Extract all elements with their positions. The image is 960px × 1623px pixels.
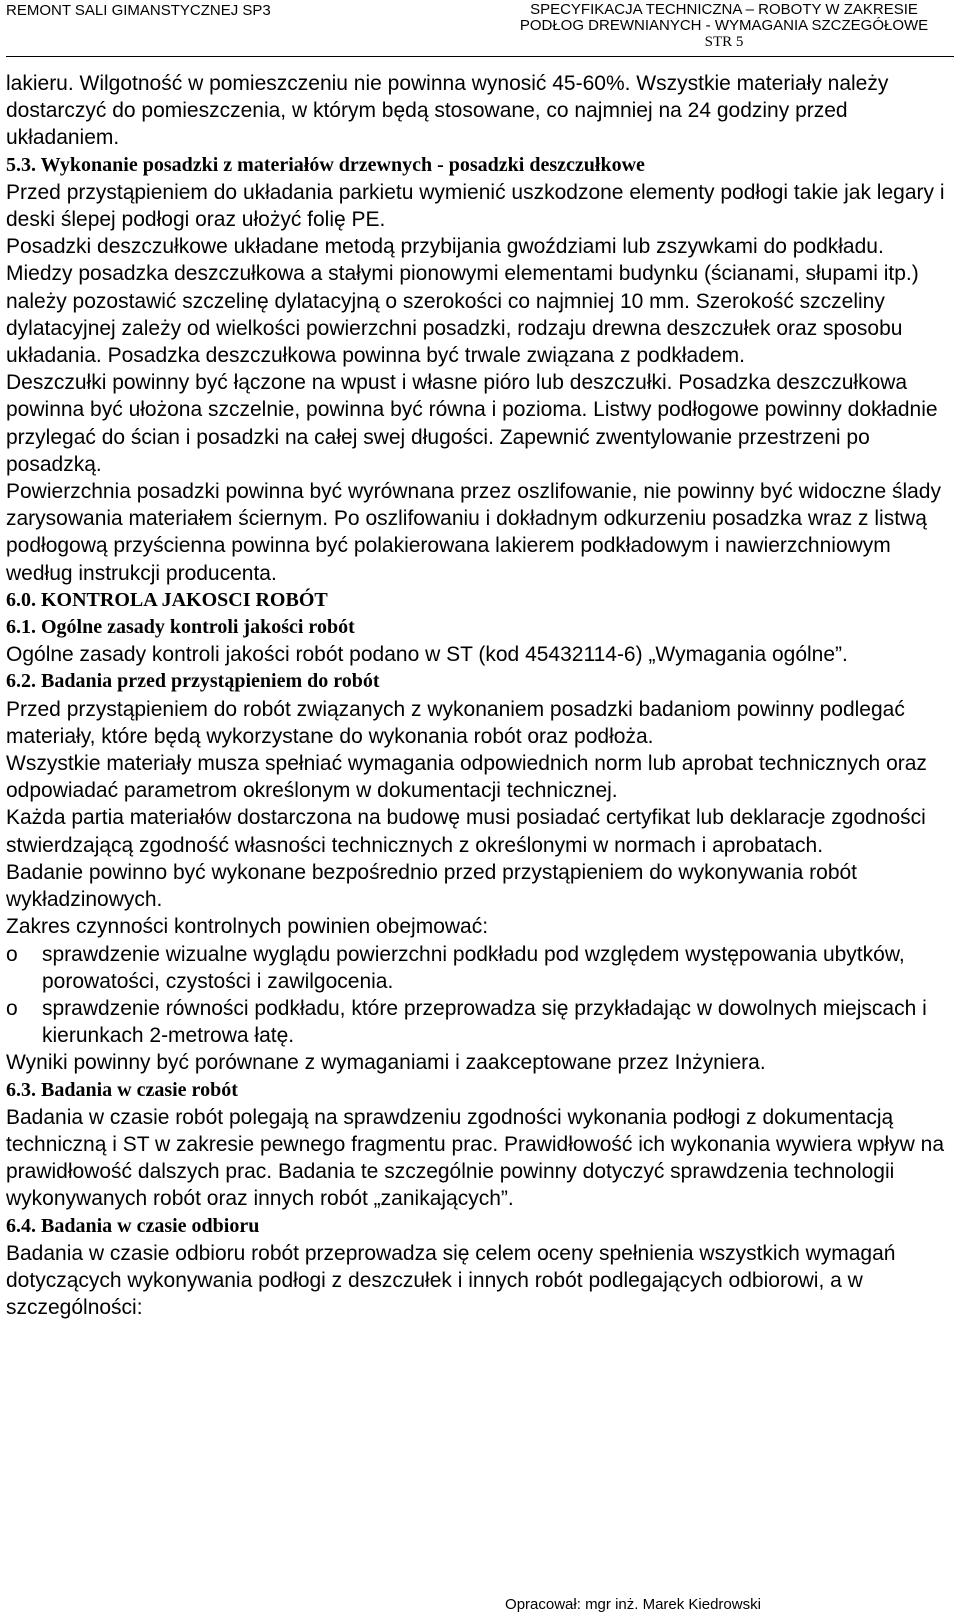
section-heading-6-0: 6.0. KONTROLA JAKOSCI ROBÓT: [6, 588, 328, 611]
footer-author: Opracował: mgr inż. Marek Kiedrowski: [505, 1596, 761, 1613]
header-spec-line-1: SPECYFIKACJA TECHNICZNA – ROBOTY W ZAKRESIE: [530, 1, 918, 18]
page-number: STR 5: [704, 34, 744, 50]
section-heading-6-4: 6.4. Badania w czasie odbioru: [6, 1214, 260, 1237]
paragraph: Przed przystąpieniem do układania parkietu wymienić uszkodzone elementy podłogi takie jak legary i deski ślepej podłogi oraz ułożyć folię PE.: [6, 180, 945, 232]
paragraph: Przed przystąpieniem do robót związanych z wykonaniem posadzki badaniom powinny podlegać materiały, które będą wykorzystane do wykonania robót oraz podłoża.: [6, 697, 905, 748]
paragraph: Powierzchnia posadzki powinna być wyrównana przez oszlifowanie, nie powinny być widoczne ślady zarysowania materiałem ściernym. Po oszlifowaniu i dokładnym odkurzeniu posadzka wraz z listwą podłogową przyścienna powinna być polakierowana lakierem podkładowym i nawierzchniowym według instrukcji producenta.: [6, 480, 941, 585]
section-heading-6-1: 6.1. Ogólne zasady kontroli jakości robót: [6, 616, 355, 639]
list-item: [6, 995, 954, 1049]
section-heading-6-2: 6.2. Badania przed przystąpieniem do robót: [6, 670, 380, 693]
bullet-marker: o: [6, 996, 18, 1020]
paragraph: Deszczułki powinny być łączone na wpust i własne pióro lub deszczułki. Posadzka deszczułkowa powinna być ułożona szczelnie, powinna być równa i pozioma. Listwy podłogowe powinny dokładnie przylegać do ścian i posadzki na całej swej długości. Zapewnić zwentylowanie przestrzeni po posadzką.: [6, 371, 938, 476]
section-heading-6-3: 6.3. Badania w czasie robót: [6, 1078, 238, 1101]
header-divider: [6, 56, 954, 57]
paragraph: Wszystkie materiały musza spełniać wymagania odpowiednich norm lub aprobat technicznych oraz odpowiadać parametrom określonym w dokumentacji technicznej.: [6, 752, 927, 803]
page-header: [0, 0, 960, 56]
paragraph: Posadzki deszczułkowe układane metodą przybijania gwoździami lub zszywkami do podkładu.: [6, 235, 884, 259]
paragraph: Miedzy posadzka deszczułkowa a stałymi pionowymi elementami budynku (ścianami, słupami itp.) należy pozostawić szczelinę dylatacyjną o szerokości co najmniej 10 mm. Szerokość szczeliny dylatacyjnej zależy od wielkości powierzchni posadzki, rodzaju drewna deszczułek oraz sposobu układania. Posadzka deszczułkowa powinna być trwale związana z podkładem.: [6, 262, 919, 368]
bullet-marker: o: [6, 942, 18, 966]
list-item: [6, 941, 954, 995]
paragraph: Każda partia materiałów dostarczona na budowę musi posiadać certyfikat lub deklaracje zgodności stwierdzającą zgodność własności technicznych z określonymi w normach i aprobatach.: [6, 806, 926, 857]
paragraph: Wyniki powinny być porównane z wymaganiami i zaakceptowane przez Inżyniera.: [6, 1051, 766, 1075]
list-item-text: sprawdzenie równości podkładu, które przeprowadza się przykładając w dowolnych miejscach i kierunkach 2-metrowa łatę.: [42, 996, 927, 1048]
paragraph: Badanie powinno być wykonane bezpośrednio przed przystąpieniem do wykonywania robót wykładzinowych.: [6, 860, 858, 912]
paragraph: lakieru. Wilgotność w pomieszczeniu nie powinna wynosić 45-60%. Wszystkie materiały należy dostarczyć do pomieszczenia, w którym będą stosowane, co najmniej na 24 godziny przed układaniem.: [6, 72, 889, 150]
page-footer: [0, 1596, 960, 1614]
paragraph: Zakres czynności kontrolnych powinien obejmować:: [6, 915, 489, 939]
section-heading-5-3: 5.3. Wykonanie posadzki z materiałów drzewnych - posadzki deszczułkowe: [6, 153, 645, 176]
list-item-text: sprawdzenie wizualne wyglądu powierzchni podkładu pod względem występowania ubytków, porowatości, czystości i zawilgocenia.: [42, 942, 905, 993]
paragraph: Badania w czasie odbioru robót przeprowadza się celem oceny spełnienia wszystkich wymagań dotyczących wykonywania podłogi z deszczułek i innych robót podlegających odbiorowi, a w szczególności:: [6, 1241, 896, 1320]
header-spec-title: [494, 2, 954, 50]
paragraph: Ogólne zasady kontroli jakości robót podano w ST (kod 45432114-6) „Wymagania ogólne”.: [6, 643, 848, 667]
document-body: [6, 70, 954, 1321]
header-spec-line-2: PODŁOG DREWNIANYCH - WYMAGANIA SZCZEGÓŁOWE: [519, 17, 929, 34]
paragraph: Badania w czasie robót polegają na sprawdzeniu zgodności wykonania podłogi z dokumentacją techniczną i ST w zakresie pewnego fragmentu prac. Prawidłowość ich wykonania wywiera wpływ na prawidłowość dalszych prac. Badania te szczególnie powinny dotyczyć sprawdzenia technologii wykonywanych robót oraz innych robót „zanikających”.: [6, 1105, 945, 1211]
header-project-title: REMONT SALI GIMANSTYCZNEJ SP3: [6, 2, 271, 19]
